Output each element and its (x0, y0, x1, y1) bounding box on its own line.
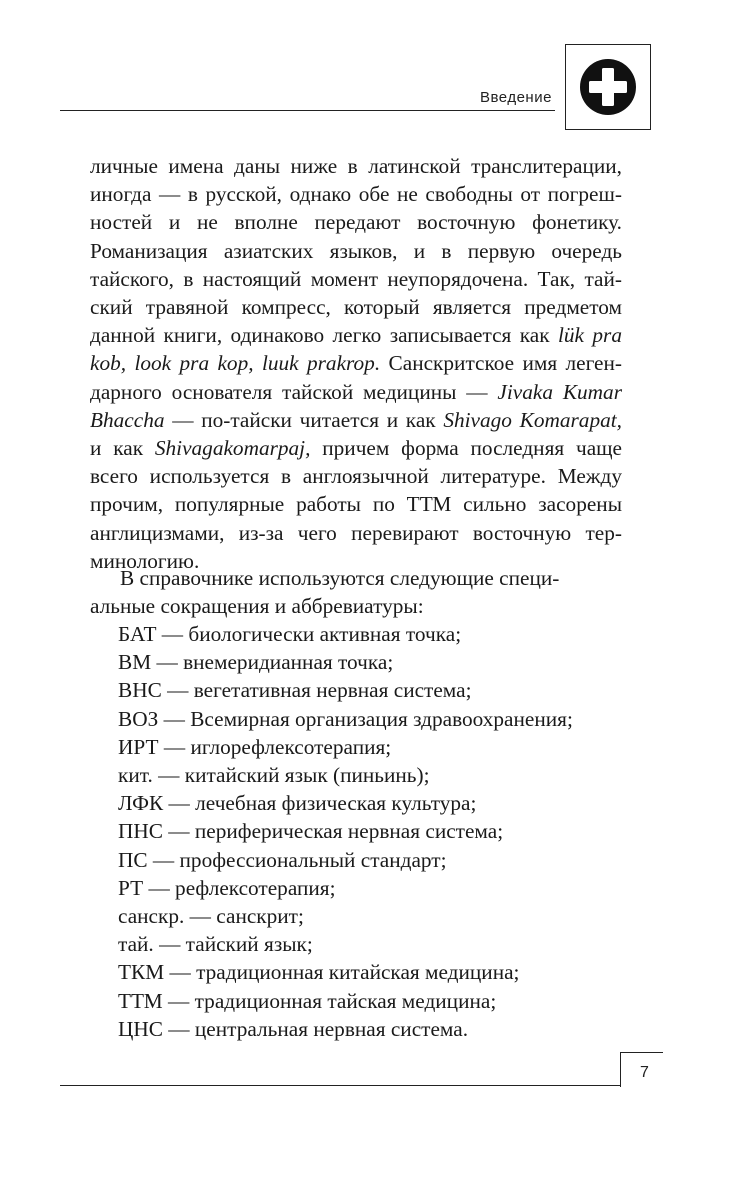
paragraph-abbreviations-intro (90, 564, 622, 620)
italic-term: Shivagakomarpaj, (154, 436, 311, 461)
italic-term: Shivago Komarapat, (443, 407, 622, 432)
abbreviation-item: санскр. — санскрит; (118, 904, 304, 929)
text-line: ский травяной компресс, который является предметом (90, 295, 622, 320)
text-line: Романизация азиатских языков, и в первую очередь (90, 238, 622, 263)
section-title: Введение (480, 89, 552, 106)
text-line: тайского, в настоящий момент неупорядочена. Так, тай- (90, 266, 622, 291)
italic-term: lük pra (557, 323, 622, 348)
text-line: альные сокращения и аббревиатуры: (90, 594, 424, 619)
abbreviation-item: ВНС — вегетативная нервная система; (118, 678, 472, 703)
abbreviation-item: ТТМ — традиционная тайская медицина; (118, 988, 497, 1013)
italic-term: Jivaka Kumar (497, 379, 622, 404)
text-span: и как (90, 436, 155, 461)
abbreviation-item: ПС — профессиональный стандарт; (118, 847, 447, 872)
text-line (90, 406, 622, 434)
abbreviation-list (118, 620, 573, 1043)
text-line: всего используется в англоязычной литературе. Между (90, 464, 622, 489)
text-line: минологию. (90, 548, 200, 573)
text-span: данной книги, одинаково легко записывается как (90, 323, 558, 348)
text-span: причем форма последняя чаще (310, 436, 623, 461)
abbreviation-item: БАТ — биологически активная точка; (118, 622, 462, 646)
abbreviation-item: ВОЗ — Всемирная организация здравоохранения; (118, 706, 573, 731)
abbreviation-item: ЦНС — центральная нервная система. (118, 1016, 469, 1041)
italic-term: kob, look pra kop, luuk prakrop. (90, 351, 381, 376)
abbreviation-item: ПНС — периферическая нервная система; (118, 819, 504, 844)
abbreviation-item: кит. — китайский язык (пиньинь); (118, 763, 430, 788)
text-line (90, 349, 622, 377)
abbreviation-item: ВМ — внемеридианная точка; (118, 650, 394, 675)
text-span: — по-тайски читается и как (164, 407, 444, 432)
text-line (90, 378, 622, 406)
abbreviation-item: РТ — рефлексотерапия; (118, 875, 336, 900)
text-line: В справочнике используются следующие специ- (120, 566, 560, 590)
text-line (90, 321, 622, 349)
abbreviation-item: ТКМ — традиционная китайская медицина; (118, 960, 520, 985)
abbreviation-item: тай. — тайский язык; (118, 932, 313, 957)
paragraph-names (90, 152, 622, 575)
text-span: Санскритское имя леген- (380, 351, 623, 376)
footer-rule (60, 1085, 620, 1086)
text-line: прочим, популярные работы по ТТМ сильно засорены (90, 492, 622, 517)
header-icon-box (565, 44, 651, 130)
text-line: личные имена даны ниже в латинской транслитерации, (90, 154, 622, 178)
page-number: 7 (640, 1064, 649, 1081)
medical-cross-icon (578, 57, 638, 117)
text-line (90, 434, 622, 462)
text-line: иногда — в русской, однако обе не свободны от погреш- (90, 182, 622, 207)
text-span: дарного основателя тайской медицины — (90, 379, 498, 404)
text-line: ностей и не вполне передают восточную фонетику. (90, 210, 622, 235)
abbreviation-item: ЛФК — лечебная физическая культура; (118, 791, 477, 816)
abbreviation-item: ИРТ — иглорефлексотерапия; (118, 734, 392, 759)
header-rule (60, 110, 555, 111)
text-line: англицизмами, из-за чего перевирают восточную тер- (90, 520, 622, 545)
italic-term: Bhaccha (90, 407, 165, 432)
